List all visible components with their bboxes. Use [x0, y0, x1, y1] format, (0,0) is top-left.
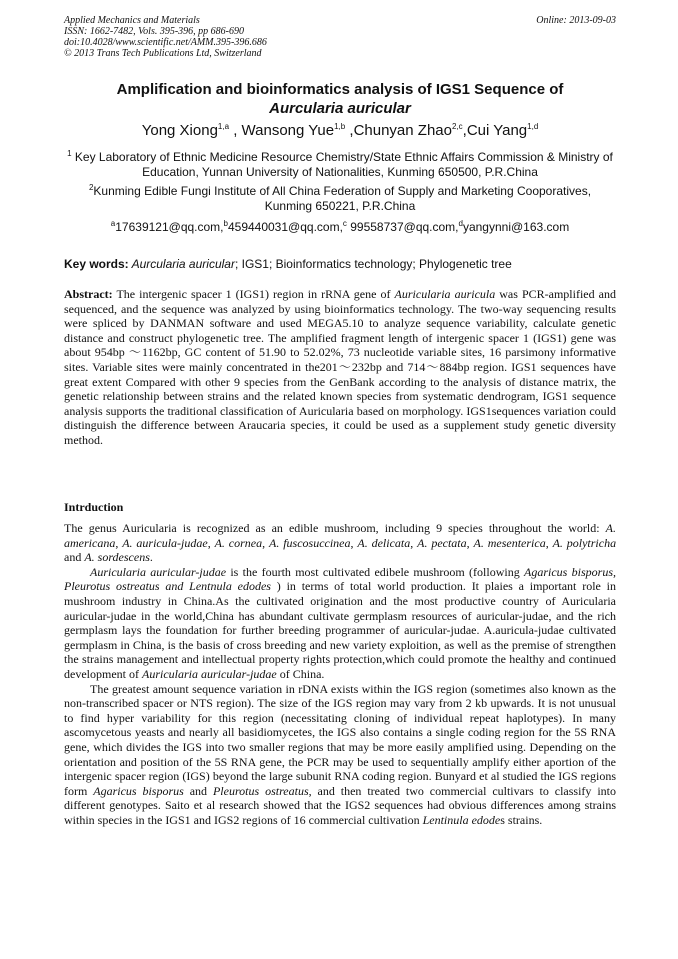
journal-name: Applied Mechanics and Materials	[64, 15, 200, 26]
author-sup: 1,d	[527, 122, 539, 131]
abstract	[64, 287, 616, 448]
section-heading: Intrduction	[64, 500, 124, 514]
aff-sup: 2	[88, 183, 94, 192]
online-date: Online: 2013-09-03	[536, 15, 616, 26]
email: 17639121@qq.com,	[115, 220, 224, 234]
email-sup: b	[223, 219, 228, 228]
keywords-label: Key words:	[64, 257, 129, 271]
aff-text: Key Laboratory of Ethnic Medicine Resource Chemistry/State Ethnic Affairs Commission & Ministry of Education, Yunnan University of Nationalities, Kunming 650500, P.R.China	[71, 150, 613, 179]
issn: ISSN: 1662-7482, Vols. 395-396, pp 686-690	[64, 26, 244, 37]
keyword-italic: Aurcularia auricular	[128, 257, 235, 271]
author-name: ,Chunyan Zhao	[345, 122, 452, 139]
email: 459440031@qq.com,	[227, 220, 343, 234]
email: yangynni@163.com	[462, 220, 570, 234]
doi: doi:10.4028/www.scientific.net/AMM.395-396.686	[64, 37, 267, 48]
affiliation-1	[64, 150, 616, 180]
aff-sup: 1	[67, 149, 72, 158]
email-sup: a	[110, 219, 116, 228]
paper-title	[64, 80, 616, 118]
intro-paragraph-2: Auricularia auricular-judae is the fourth most cultivated edibele mushroom (following Agaricus bisporus, Pleurotus ostreatus and Lentnula edodes ) in terms of total world production. It plaies a important role in mushroom industry in China.As the cultivated origination and the most productive country of Auricularia auricular-judae in the world,China has abundant cultivate germplasm resources of auricular-judae, and the rich germplasm lays the foundation for further breeding programmer of auricular-judae. A.auricula-judae cultivated germplasm in China, is the basis of cross breeding and new variety exploition, as well as the premise of strengthen the strains management and intellectual property rights protection,which could promote the healthy and continued development of Auricularia auricular-judae of China.	[64, 564, 616, 681]
author-name: , Wansong Yue	[229, 122, 335, 139]
copyright: © 2013 Trans Tech Publications Ltd, Switzerland	[64, 48, 262, 59]
keywords-rest: ; IGS1; Bioinformatics technology; Phylogenetic tree	[234, 257, 512, 271]
email-list	[64, 220, 616, 235]
aff-text: Kunming Edible Fungi Institute of All China Federation of Supply and Marketing Cooporatives, Kunming 650221, P.R.China	[93, 184, 592, 213]
introduction-body	[64, 521, 616, 827]
journal-header	[64, 15, 616, 59]
abstract-text: was PCR-amplified and sequenced, and the sequence was analyzed by using bioinformatics technology. The two-way sequencing results were spliced by DANMAN software and used MEGA5.10 to analyze sequence variability, calculate genetic distance and construct phylogenetic tree. The amplified fragment length of intergenic spacer 1 (IGS1) gene was about 954bp ～1162bp, GC content of 51.90 to 52.02%, 73 nucleotide variable sites, 16 parsimony informative sites. Variable sites were mainly concentrated in the201～232bp and 714～884bp region. IGS1 sequences have great extent Compared with other 9 species from the GenBank according to the analysis of distance matrix, the genetic relationship between strains and the related known species from systematic dendrogram, IGS1 sequence analysis supports the traditional classification of Auricularia based on morphology. IGS1sequences variation could distinguish the difference between Araucaria species, it could be used as a supplement study genetic diversity method.	[64, 287, 616, 447]
author-list	[64, 122, 616, 139]
email-sup: d	[458, 219, 463, 228]
author-sup: 1,a	[217, 122, 230, 131]
email-sup: c	[342, 219, 347, 228]
abstract-text: The intergenic spacer 1 (IGS1) region in rRNA gene of	[112, 287, 395, 301]
author-sup: 2,c	[451, 122, 463, 131]
author-sup: 1,b	[334, 122, 346, 131]
keywords	[64, 257, 616, 271]
author-name: Yong Xiong	[141, 122, 218, 139]
abstract-label: Abstract:	[64, 287, 113, 301]
abstract-italic: Auricularia auricula	[394, 287, 496, 301]
title-line-1: Amplification and bioinformatics analysis of IGS1 Sequence of	[116, 81, 564, 98]
email: 99558737@qq.com,	[346, 220, 459, 234]
title-line-2: Aurcularia auricular	[269, 100, 411, 117]
affiliation-2	[64, 184, 616, 214]
author-name: ,Cui Yang	[462, 122, 528, 139]
intro-paragraph-1: The genus Auricularia is recognized as an edible mushroom, including 9 species throughout the world: A. americana, A. auricula-judae, A. cornea, A. fuscosuccinea, A. delicata, A. pectata, A. mesenterica, A. polytricha and A. sordescens.	[64, 521, 617, 565]
intro-paragraph-3: The greatest amount sequence variation in rDNA exists within the IGS region (sometimes also known as the non-transcribed spacer or NTS region). The size of the IGS region may vary from 2 kb upwards. It is not unusual to find hyper variability for this region (necessitating cloning of individual repeat haplotypes). In many ascomycetous yeasts and nearly all basidiomycetes, the IGS also contains a single coding region for the 5S RNA gene, which divides the IGS into two smaller regions that may be more easily amplified using. Depending on the orientation and position of the 5S RNA gene, the PCR may be used to sequentially amplify either aportion of the intergenic spacer region (IGS) beyond the large subunit RNA coding region. Bunyard et al studied the IGS regions form Agaricus bisporus and Pleurotus ostreatus, and then treated two commercial cultivars to classify into different genotypes. Saito et al research showed that the IGS2 sequences had obvious differences among strains within species in the IGS1 and IGS2 regions of 16 commercial cultivation Lentinula edodes strains.	[64, 681, 617, 827]
